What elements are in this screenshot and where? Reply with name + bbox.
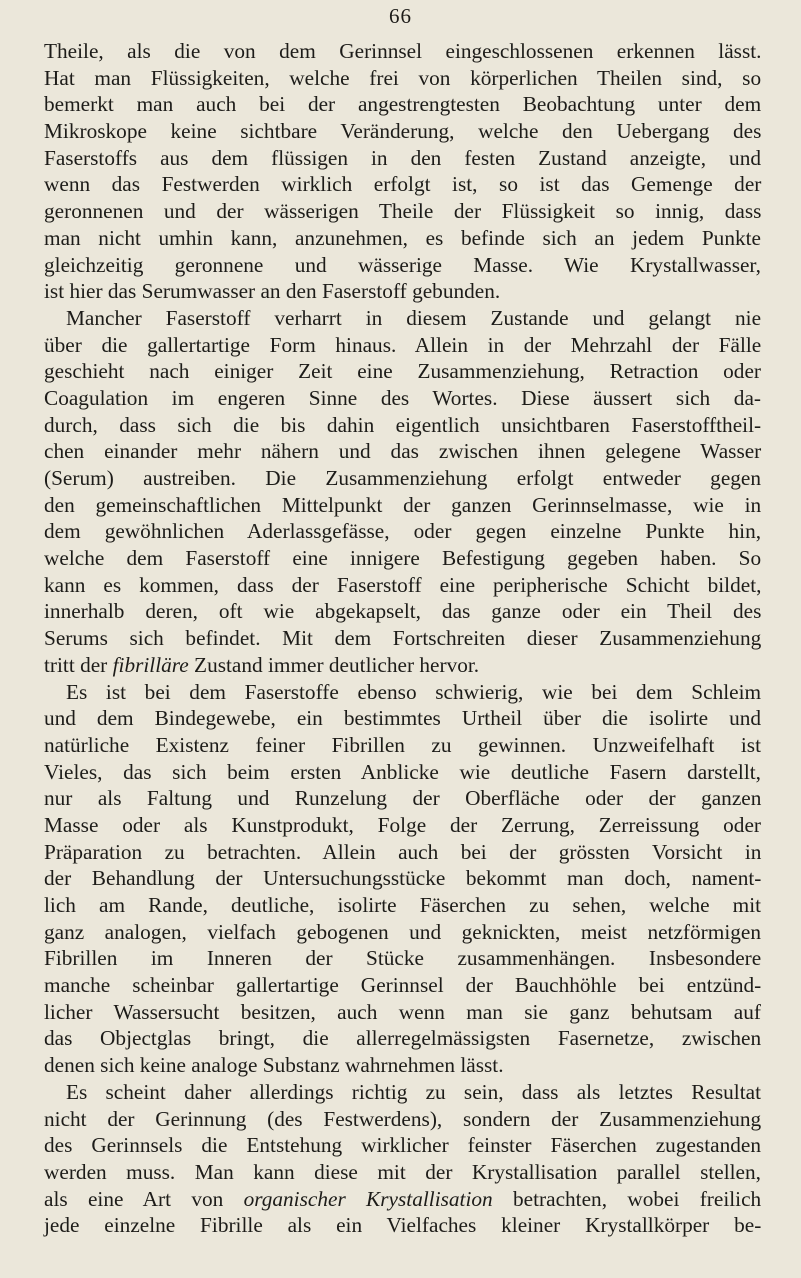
text-line: Mancher Faserstoff verharrt in diesem Zustande und gelangt nie bbox=[66, 305, 762, 330]
text-line: Masse oder als Kunstprodukt, Folge der Zerrung, Zerreissung oder bbox=[44, 812, 761, 837]
text-line: durch, dass sich die bis dahin eigentlich unsichtbaren Faserstofftheil- bbox=[44, 412, 762, 437]
text-line: nicht der Gerinnung (des Festwerdens), sondern der Zusammenziehung bbox=[44, 1106, 762, 1131]
text-line: Es ist bei dem Faserstoffe ebenso schwierig, wie bei dem Schleim bbox=[66, 679, 762, 704]
text-line: Mikroskope keine sichtbare Veränderung, welche den Uebergang des bbox=[44, 119, 762, 144]
text-line: ganz analogen, vielfach gebogenen und geknickten, meist netzförmigen bbox=[44, 919, 761, 944]
text-fragment: als eine Art von bbox=[44, 1186, 244, 1211]
body-text bbox=[44, 38, 761, 1239]
text-line: werden muss. Man kann diese mit der Krystallisation parallel stellen, bbox=[44, 1159, 761, 1184]
text-line: welche dem Faserstoff eine innigere Befestigung gegeben haben. So bbox=[44, 546, 762, 571]
text-line: denen sich keine analoge Substanz wahrnehmen lässt. bbox=[44, 1053, 504, 1078]
text-line: Faserstoffs aus dem flüssigen in den festen Zustand anzeigte, und bbox=[44, 145, 761, 170]
text-fragment: Zustand immer deutlicher hervor. bbox=[188, 652, 480, 677]
text-line: das Objectglas bringt, die allerregelmässigsten Fasernetze, zwischen bbox=[44, 1026, 762, 1051]
text-line: (Serum) austreiben. Die Zusammenziehung erfolgt entweder gegen bbox=[44, 466, 762, 490]
text-fragment: tritt der bbox=[44, 652, 113, 677]
text-line: ist hier das Serumwasser an den Faserstoff gebunden. bbox=[44, 279, 501, 304]
text-line: Theile, als die von dem Gerinnsel eingeschlossenen erkennen lässt. bbox=[44, 39, 762, 63]
text-line: lich am Rande, deutliche, isolirte Fäserchen zu sehen, welche mit bbox=[44, 893, 762, 917]
text-line: Es scheint daher allerdings richtig zu sein, dass als letztes Resultat bbox=[66, 1079, 761, 1104]
text-line: Vieles, das sich beim ersten Anblicke wie deutliche Fasern darstellt, bbox=[44, 759, 761, 784]
text-line bbox=[44, 1186, 761, 1213]
text-line: kann es kommen, dass der Faserstoff eine peripherische Schicht bildet, bbox=[44, 572, 762, 597]
text-line: Coagulation im engeren Sinne des Wortes. Diese äussert sich da- bbox=[44, 385, 761, 410]
text-line: Fibrillen im Inneren der Stücke zusammenhängen. Insbesondere bbox=[44, 946, 762, 971]
text-line: nur als Faltung und Runzelung der Oberfläche oder der ganzen bbox=[44, 786, 762, 811]
text-line: man nicht umhin kann, anzunehmen, es befinde sich an jedem Punkte bbox=[44, 225, 761, 250]
text-line: Präparation zu betrachten. Allein auch bei der grössten Vorsicht in bbox=[44, 839, 762, 864]
text-line: chen einander mehr nähern und das zwischen ihnen gelegene Wasser bbox=[44, 439, 762, 464]
text-line: jede einzelne Fibrille als ein Vielfaches kleiner Krystallkörper be- bbox=[44, 1213, 762, 1238]
text-line: Serums sich befindet. Mit dem Fortschreiten dieser Zusammenziehung bbox=[44, 626, 762, 651]
text-line: der Behandlung der Untersuchungsstücke bekommt man doch, nament- bbox=[44, 866, 762, 891]
text-line: licher Wassersucht besitzen, auch wenn man sie ganz behutsam auf bbox=[44, 999, 761, 1024]
text-line: über die gallertartige Form hinaus. Allein in der Mehrzahl der Fälle bbox=[44, 332, 762, 357]
text-line: wenn das Festwerden wirklich erfolgt ist, so ist das Gemenge der bbox=[44, 172, 762, 197]
text-line: und dem Bindegewebe, ein bestimmtes Urtheil über die isolirte und bbox=[44, 706, 762, 731]
text-line: Hat man Flüssigkeiten, welche frei von körperlichen Theilen sind, so bbox=[44, 65, 762, 90]
text-line: den gemeinschaftlichen Mittelpunkt der ganzen Gerinnselmasse, wie in bbox=[44, 492, 762, 517]
italic-term: fibrilläre bbox=[112, 652, 189, 677]
text-line: bemerkt man auch bei der angestrengtesten Beobachtung unter dem bbox=[44, 92, 762, 117]
text-line: geronnenen und der wässerigen Theile der Flüssigkeit so innig, dass bbox=[44, 199, 762, 224]
page-number: 66 bbox=[389, 4, 412, 28]
text-line: innerhalb deren, oft wie abgekapselt, das ganze oder ein Theil des bbox=[44, 599, 762, 624]
text-line: gleichzeitig geronnene und wässerige Masse. Wie Krystallwasser, bbox=[44, 252, 761, 277]
text-line: des Gerinnsels die Entstehung wirklicher feinster Fäserchen zugestanden bbox=[44, 1133, 761, 1158]
text-fragment: betrachten, wobei freilich bbox=[492, 1186, 762, 1211]
text-line bbox=[44, 652, 761, 679]
italic-term: organischer Krystallisation bbox=[243, 1186, 493, 1211]
text-line: dem gewöhnlichen Aderlassgefässe, oder gegen einzelne Punkte hin, bbox=[44, 519, 762, 544]
text-line: natürliche Existenz feiner Fibrillen zu gewinnen. Unzweifelhaft ist bbox=[44, 732, 761, 757]
text-line: geschieht nach einiger Zeit eine Zusammenziehung, Retraction oder bbox=[44, 359, 761, 384]
text-line: manche scheinbar gallertartige Gerinnsel der Bauchhöhle bei entzünd- bbox=[44, 973, 762, 998]
